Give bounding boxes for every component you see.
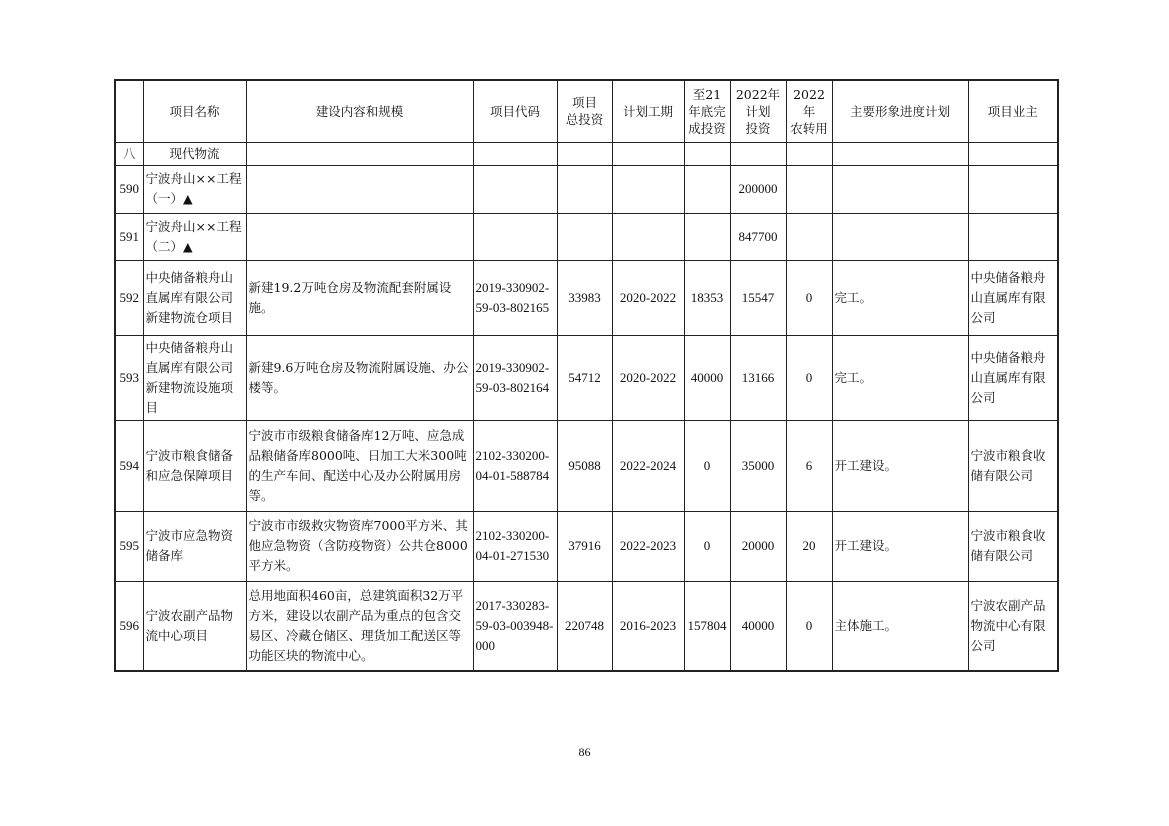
header-cell: 项目名称: [143, 80, 246, 142]
cell-name: 宁波舟山××工程（一）▲: [143, 165, 246, 213]
cell-owner: 中央储备粮舟山直属库有限公司: [968, 335, 1058, 420]
table-row: [115, 420, 1058, 511]
cell-content: 宁波市市级救灾物资库7000平方米、其他应急物资（含防疫物资）公共仓8000平方米。: [246, 511, 473, 581]
table-row: [115, 165, 1058, 213]
cell-name: 宁波舟山××工程（二）▲: [143, 213, 246, 260]
table-row: [115, 335, 1058, 420]
cell-content: 新建19.2万吨仓房及物流配套附属设施。: [246, 260, 473, 335]
cell-no: 596: [115, 581, 143, 671]
cell-code: [473, 213, 557, 260]
cell-code: 2102-330200-04-01-271530: [473, 511, 557, 581]
header-cell: 建设内容和规模: [246, 80, 473, 142]
cell-owner: 中央储备粮舟山直属库有限公司: [968, 260, 1058, 335]
cell-owner: 宁波市粮食收储有限公司: [968, 420, 1058, 511]
cell-no: 592: [115, 260, 143, 335]
cell-progress: 开工建设。: [832, 511, 968, 581]
section-index: 八: [115, 142, 143, 165]
section-name: 现代物流: [143, 142, 246, 165]
page-number: 86: [578, 745, 591, 759]
cell-period: 2022-2023: [612, 511, 684, 581]
cell-plan: 20000: [730, 511, 786, 581]
cell-no: 593: [115, 335, 143, 420]
cell-content: 宁波市市级粮食储备库12万吨、应急成品粮储备库8000吨、日加工大米300吨的生产车间、配送中心及办公附属用房等。: [246, 420, 473, 511]
cell-plan: 15547: [730, 260, 786, 335]
cell-land: [786, 213, 832, 260]
cell-progress: [832, 213, 968, 260]
cell-no: 594: [115, 420, 143, 511]
cell-plan: 40000: [730, 581, 786, 671]
cell-plan: 35000: [730, 420, 786, 511]
cell-name: 中央储备粮舟山直属库有限公司新建物流设施项目: [143, 335, 246, 420]
cell-period: 2016-2023: [612, 581, 684, 671]
cell-code: 2017-330283-59-03-003948-000: [473, 581, 557, 671]
cell-plan: 13166: [730, 335, 786, 420]
table-row: [115, 581, 1058, 671]
cell-done: [684, 213, 730, 260]
cell-land: 6: [786, 420, 832, 511]
cell-progress: 主体施工。: [832, 581, 968, 671]
cell-no: 595: [115, 511, 143, 581]
cell-plan: 847700: [730, 213, 786, 260]
cell-total: [557, 213, 612, 260]
header-cell: 计划工期: [612, 80, 684, 142]
table-row: [115, 213, 1058, 260]
table-row: [115, 260, 1058, 335]
cell-progress: 开工建设。: [832, 420, 968, 511]
cell-period: 2020-2022: [612, 260, 684, 335]
cell-land: 0: [786, 581, 832, 671]
cell-content: 总用地面积460亩，总建筑面积32万平方米，建设以农副产品为重点的包含交易区、冷藏仓储区、理货加工配送区等功能区块的物流中心。: [246, 581, 473, 671]
cell-plan: 200000: [730, 165, 786, 213]
cell-total: 33983: [557, 260, 612, 335]
cell-owner: [968, 165, 1058, 213]
cell-total: 220748: [557, 581, 612, 671]
cell-progress: 完工。: [832, 335, 968, 420]
cell-no: 590: [115, 165, 143, 213]
section-row: [115, 142, 1058, 165]
cell-content: 新建9.6万吨仓房及物流附属设施、办公楼等。: [246, 335, 473, 420]
header-cell: 2022年 农转用: [786, 80, 832, 142]
cell-name: 宁波农副产品物流中心项目: [143, 581, 246, 671]
cell-done: 18353: [684, 260, 730, 335]
header-cell: [115, 80, 143, 142]
cell-content: [246, 213, 473, 260]
cell-name: 宁波市粮食储备和应急保障项目: [143, 420, 246, 511]
cell-no: 591: [115, 213, 143, 260]
cell-name: 宁波市应急物资储备库: [143, 511, 246, 581]
cell-done: 157804: [684, 581, 730, 671]
cell-progress: [832, 165, 968, 213]
cell-land: [786, 165, 832, 213]
cell-total: 37916: [557, 511, 612, 581]
cell-owner: 宁波市粮食收储有限公司: [968, 511, 1058, 581]
cell-name: 中央储备粮舟山直属库有限公司新建物流仓项目: [143, 260, 246, 335]
cell-total: [557, 165, 612, 213]
cell-progress: 完工。: [832, 260, 968, 335]
header-cell: 主要形象进度计划: [832, 80, 968, 142]
cell-code: 2019-330902-59-03-802165: [473, 260, 557, 335]
cell-content: [246, 165, 473, 213]
header-cell: 项目 总投资: [557, 80, 612, 142]
cell-period: 2020-2022: [612, 335, 684, 420]
project-table: [114, 79, 1059, 672]
header-cell: 至21 年底完 成投资: [684, 80, 730, 142]
header-cell: 项目业主: [968, 80, 1058, 142]
header-row: [115, 80, 1058, 142]
cell-total: 54712: [557, 335, 612, 420]
cell-done: 40000: [684, 335, 730, 420]
cell-land: 0: [786, 260, 832, 335]
cell-owner: [968, 213, 1058, 260]
cell-code: 2102-330200-04-01-588784: [473, 420, 557, 511]
table-row: [115, 511, 1058, 581]
header-cell: 项目代码: [473, 80, 557, 142]
cell-period: [612, 165, 684, 213]
cell-period: 2022-2024: [612, 420, 684, 511]
cell-owner: 宁波农副产品物流中心有限公司: [968, 581, 1058, 671]
cell-land: 0: [786, 335, 832, 420]
cell-period: [612, 213, 684, 260]
cell-done: 0: [684, 420, 730, 511]
cell-code: 2019-330902-59-03-802164: [473, 335, 557, 420]
cell-done: [684, 165, 730, 213]
cell-land: 20: [786, 511, 832, 581]
cell-code: [473, 165, 557, 213]
cell-done: 0: [684, 511, 730, 581]
header-cell: 2022年 计划 投资: [730, 80, 786, 142]
cell-total: 95088: [557, 420, 612, 511]
